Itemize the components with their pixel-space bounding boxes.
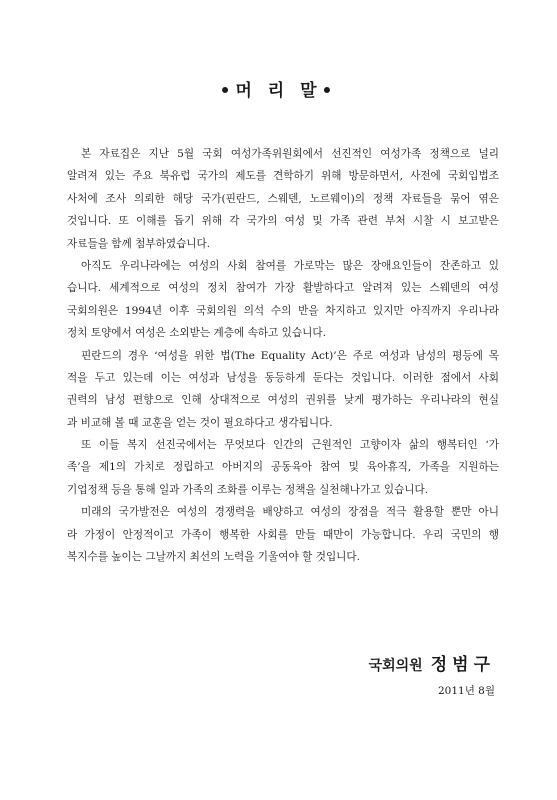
paragraph-line: 미래의 국가발전은 여성의 경쟁력을 배양하고 여성의 장점을 적극 활용할 뿐만 아니 <box>81 506 499 519</box>
paragraph-line: 정치 토양에서 여성은 소외받는 계층에 속하고 있습니다. <box>67 327 326 340</box>
paragraph-line: 것입니다. 또 이해를 돕기 위해 각 국가의 여성 및 가족 관련 부처 시찰 시 보고받은 <box>67 215 499 228</box>
paragraph-line: 본 자료집은 지난 5월 국회 여성가족위원회에서 선진적인 여성가족 정책으로 널리 <box>81 148 499 160</box>
paragraph-line: 라 가정이 안정적이고 가족이 행복한 사회를 만들 때만이 가능합니다. 우리 국민의 행 <box>67 528 499 541</box>
paragraph-4 <box>67 434 499 501</box>
paragraph-line: 국회의원은 1994년 이후 국회의원 의석 수의 반을 차지하고 있지만 아직까지 우리나라 <box>67 304 499 317</box>
document-date: 2011년 8월 <box>437 685 495 697</box>
page-title: •머 리 말• <box>219 81 338 101</box>
paragraph-line: 알려져 있는 주요 북유럽 국가의 제도를 견학하기 위해 방문하면서, 사전에 국회입법조 <box>67 170 499 183</box>
paragraph-line: 핀란드의 경우 ‘여성을 위한 법(The Equality Act)’은 주로 여성과 남성의 평등에 목 <box>81 349 499 362</box>
paragraph-line: 권력의 남성 편향으로 인해 상대적으로 여성의 권위를 낮게 평가하는 우리나라의 현실 <box>67 394 499 407</box>
signature-title: 국회의원 <box>368 658 423 674</box>
signature <box>369 650 495 675</box>
paragraph-line: 사처에 조사 의뢰한 해당 국가(핀란드, 스웨덴, 노르웨이)의 정책 자료들을 묶어 엮은 <box>67 192 499 205</box>
paragraph-1 <box>67 143 499 255</box>
paragraph-2 <box>67 255 499 345</box>
signature-name: 정범구 <box>430 655 495 675</box>
paragraph-line: 기업정책 등을 통해 일과 가족의 조화를 이루는 정책을 실천해나가고 있습니다. <box>67 483 429 496</box>
paragraph-line: 또 이들 복지 선진국에서는 무엇보다 인간의 근원적인 고향이자 삶의 행복터인 ‘가 <box>81 439 499 452</box>
paragraph-line: 적을 두고 있는데 이는 여성과 남성을 동등하게 둔다는 것입니다. 이러한 점에서 사회 <box>67 371 499 384</box>
paragraph-line: 습니다. 세계적으로 여성의 정치 참여가 가장 활발하다고 알려져 있는 스웨덴의 여성 <box>67 282 499 295</box>
paragraph-line: 족’을 제1의 가치로 정립하고 아버지의 공동육아 참여 및 육아휴직, 가족을 지원하는 <box>67 461 499 474</box>
paragraph-line: 자료들을 함께 첨부하였습니다. <box>67 237 211 250</box>
paragraph-3 <box>67 345 499 435</box>
paragraph-line: 과 비교해 볼 때 교훈을 얻는 것이 필요하다고 생각됩니다. <box>67 416 333 429</box>
paragraph-line: 복지수를 높이는 그날까지 최선의 노력을 기울여야 할 것입니다. <box>67 551 361 564</box>
body-text <box>67 143 499 568</box>
paragraph-line: 아직도 우리나라에는 여성의 사회 참여를 가로막는 많은 장애요인들이 잔존하고 있 <box>81 259 499 272</box>
paragraph-5 <box>67 501 499 568</box>
